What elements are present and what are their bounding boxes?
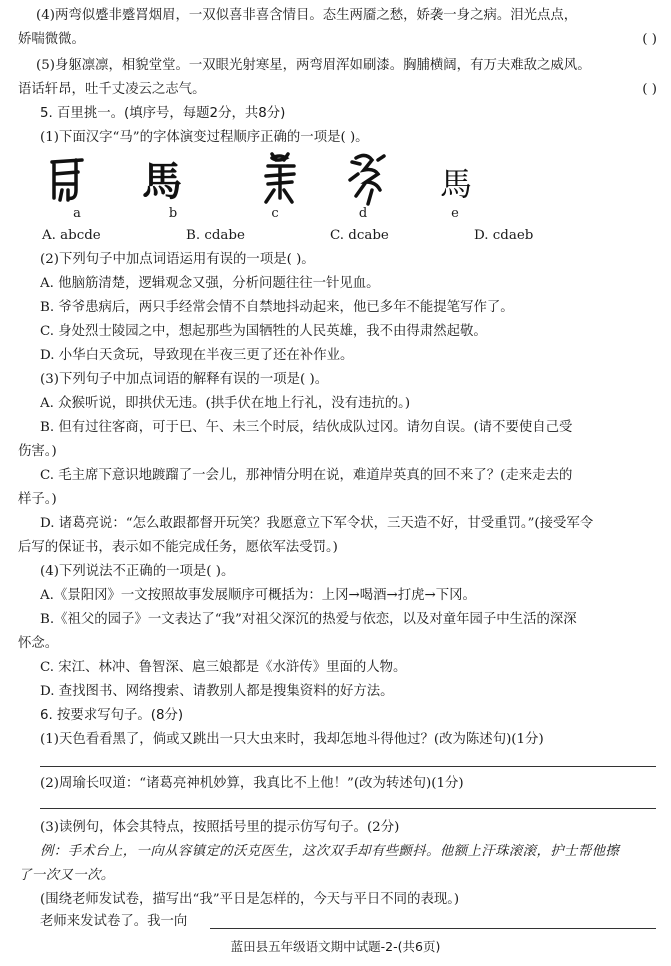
q5-sub2-stem: (2)下列句子中加点词语运用有误的一项是( )。: [40, 252, 315, 267]
q5-sub1-option-a[interactable]: A. abcde: [42, 228, 101, 243]
q5-sub1-stem: (1)下面汉字“马”的字体演变过程顺序正确的一项是( )。: [40, 130, 369, 145]
glyph-label-c: c: [271, 206, 279, 221]
ma-glyph-d-image: [338, 150, 428, 210]
q4-item5-answer-blank[interactable]: ( ): [642, 82, 657, 97]
q5-sub1-option-c[interactable]: C. dcabe: [330, 228, 389, 243]
q4-item5-line2: 语话轩昂，吐千丈凌云之志气。: [18, 82, 206, 97]
q4-item4-line2: 娇喘微微。: [18, 32, 85, 47]
q5-sub2-option-a[interactable]: A. 他脑筋清楚，逻辑观念又强，分析问题往往一针见血。: [40, 276, 380, 291]
q6-answer-start: 老师来发试卷了。我一向: [40, 914, 188, 929]
q6-sub3-prompt: (3)读例句，体会其特点，按照括号里的提示仿写句子。(2分): [40, 820, 400, 835]
q4-item4-line1: (4)两弯似蹙非蹙罥烟眉，一双似喜非喜含情目。态生两靥之愁，娇袭一身之病。泪光点点，: [36, 8, 578, 23]
q6-heading: 6. 按要求写句子。(8分): [40, 708, 184, 723]
q6-sub2-answer-line[interactable]: [40, 808, 656, 809]
q4-item4-answer-blank[interactable]: ( ): [642, 32, 657, 47]
q5-sub2-option-c[interactable]: C. 身处烈士陵园之中，想起那些为国牺牲的人民英雄，我不由得肃然起敬。: [40, 324, 487, 339]
q5-sub3-option-d-line1[interactable]: D. 诸葛亮说：“怎么敢跟都督开玩笑？我愿意立下军令状，三天造不好，甘受重罚。”(接受军令: [40, 516, 594, 531]
q5-sub4-option-d[interactable]: D. 查找图书、网络搜索、请教别人都是搜集资料的好方法。: [40, 684, 394, 699]
q5-sub4-option-b-line1[interactable]: B.《祖父的园子》一文表达了“我”对祖父深沉的热爱与依恋，以及对童年园子中生活的深深: [40, 612, 577, 627]
glyph-label-e: e: [451, 206, 459, 221]
q5-sub3-option-d-line2: 后写的保证书，表示如不能完成任务，愿依军法受罚。): [18, 540, 338, 555]
q6-example-line2: 了一次又一次。: [18, 868, 115, 883]
q6-sub1-answer-line[interactable]: [40, 766, 656, 767]
q5-sub1-option-b[interactable]: B. cdabe: [186, 228, 245, 243]
q5-sub4-stem: (4)下列说法不正确的一项是( )。: [40, 564, 235, 579]
page-footer: 蓝田县五年级语文期中试题-2-(共6页): [230, 939, 441, 954]
q5-sub3-option-c-line2: 样子。): [18, 492, 57, 507]
glyph-label-d: d: [358, 206, 368, 221]
ma-glyph-b: 馬: [142, 158, 182, 205]
q6-sub2-prompt: (2)周瑜长叹道：“诸葛亮神机妙算，我真比不上他！”(改为转述句)(1分): [40, 776, 464, 791]
q6-hint: (围绕老师发试卷，描写出“我”平日是怎样的，今天与平日不同的表现。): [40, 892, 460, 907]
q6-example-line1: 例：手术台上，一向从容镇定的沃克医生，这次双手却有些颤抖。他额上汗珠滚滚，护士帮他擦: [40, 844, 620, 859]
q4-item5-line1: (5)身躯凛凛，相貌堂堂。一双眼光射寒星，两弯眉浑如刷漆。胸脯横阔，有万夫难敌之威风。: [36, 58, 591, 73]
ma-glyph-a-image: [42, 150, 132, 210]
q5-sub4-option-b-line2: 怀念。: [18, 636, 59, 651]
q5-sub3-option-b-line2: 伤害。): [18, 444, 57, 459]
q5-sub3-option-c-line1[interactable]: C. 毛主席下意识地踱蹓了一会儿，那神情分明在说，难道岸英真的回不来了？(走来走去的: [40, 468, 573, 483]
q5-sub4-option-c[interactable]: C. 宋江、林冲、鲁智深、扈三娘都是《水浒传》里面的人物。: [40, 660, 407, 675]
q6-sub3-answer-line[interactable]: [210, 928, 656, 929]
q5-sub3-option-b-line1[interactable]: B. 但有过往客商，可于巳、午、未三个时辰，结伙成队过冈。请勿自误。(请不要使自己受: [40, 420, 573, 435]
ma-glyph-c-image: [250, 150, 340, 210]
q5-sub4-option-a[interactable]: A.《景阳冈》一文按照故事发展顺序可概括为：上冈→喝酒→打虎→下冈。: [40, 588, 476, 603]
q5-heading: 5. 百里挑一。(填序号，每题2分，共8分): [40, 106, 286, 121]
glyph-label-b: b: [168, 206, 178, 221]
ma-glyph-e: 馬: [440, 165, 473, 203]
q5-sub1-option-d[interactable]: D. cdaeb: [474, 228, 534, 243]
q6-sub1-prompt: (1)天色看看黑了，倘或又跳出一只大虫来时，我却怎地斗得他过？(改为陈述句)(1分): [40, 732, 544, 747]
q5-sub3-option-a[interactable]: A. 众猴听说，即拱伏无违。(拱手伏在地上行礼，没有违抗的。): [40, 396, 411, 411]
q5-sub2-option-d[interactable]: D. 小华白天贪玩，导致现在半夜三更了还在补作业。: [40, 348, 354, 363]
glyph-label-a: a: [73, 206, 81, 221]
q5-sub3-stem: (3)下列句子中加点词语的解释有误的一项是( )。: [40, 372, 329, 387]
q5-sub2-option-b[interactable]: B. 爷爷患病后，两只手经常会情不自禁地抖动起来，他已多年不能提笔写作了。: [40, 300, 514, 315]
